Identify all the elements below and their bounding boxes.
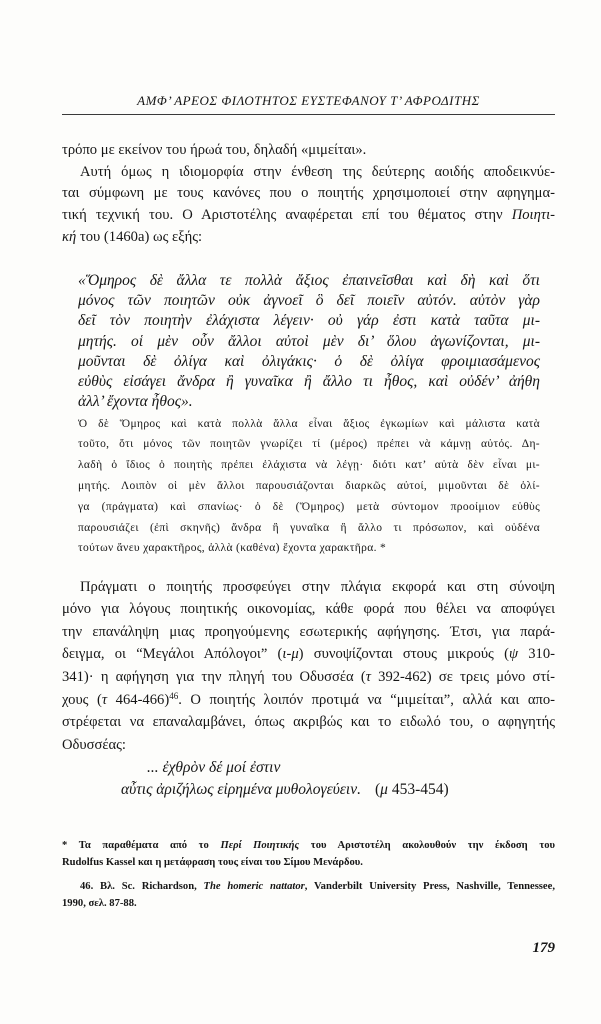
- page-number: 179: [532, 940, 555, 956]
- translation-line: τοῦτο, ὅτι μόνος τῶν ποιητῶν γνωρίζει τί (μέρος) πρέπει νὰ κάμνῃ αὐτός. Δη-: [78, 438, 540, 451]
- line-text: 310-: [518, 646, 555, 663]
- translation-line: τούτων ἄνευ χαρακτῆρος, ἀλλὰ (καθένα) ἔχοντα χαρακτῆρα. *: [78, 542, 387, 555]
- line-text: 46. Βλ. Sc. Richardson,: [80, 880, 204, 892]
- reference-part: 453-454): [387, 781, 449, 798]
- text-line: ται σύμφωνη με τους κανόνες που ο ποιητής χρησιμοποιεί στην αφηγημα-: [62, 185, 555, 202]
- book-title-emphasis: Περί Ποιητικής: [220, 839, 300, 851]
- footnote-reference: 46: [169, 690, 179, 701]
- text-line: [62, 643, 555, 666]
- quote-translation: [78, 414, 540, 560]
- line-text: τική τεχνική του. Ο Αριστοτέλης αναφέρεται επί του θέματος στην: [62, 207, 512, 224]
- reference-part: (: [374, 781, 381, 798]
- text-line: στρέφεται να επαναλαμβάνει, όπως ακριβώς και το ειδωλό του, ο αφηγητής: [62, 714, 555, 731]
- line-text: 392-462) σε τρεις μόνο στί-: [370, 669, 555, 686]
- translation-line: γα (πράγματα) καὶ σπανίως· ὁ δὲ (Ὅμηρος) μετὰ σύντομον προοίμιον εὐθὺς: [78, 500, 540, 513]
- text-line: Οδυσσέας:: [62, 736, 126, 753]
- intro-paragraphs: [62, 140, 555, 249]
- text-line: την επανάληψη μιας προηγούμενης εσωτερικής αφήγησης. Έτσι, για παρά-: [62, 623, 555, 640]
- line-text: του Αριστοτέλη ακολουθούν την έκδοση του: [299, 839, 555, 851]
- quote-line: δεῖ τὸν ποιητὴν ἐλάχιστα λέγειν· οὐ γάρ ἐστι κατὰ ταῦτα μι-: [78, 312, 540, 330]
- text-line: [62, 227, 555, 249]
- text-line: [62, 666, 555, 689]
- running-head: ΑΜΦ’ ΑΡΕΟΣ ΦΙΛΟΤΗΤΟΣ ΕΥΣΤΕΦΑΝΟΥ Τ’ ΑΦΡΟΔΙΤΗΣ: [137, 93, 480, 108]
- verse-line: [121, 779, 541, 801]
- text-line: Πράγματι ο ποιητής προσφεύγει στην πλάγια εκφορά και στη σύνοψη: [80, 578, 555, 595]
- header-rule: [62, 114, 555, 115]
- book-letter-emphasis: μ: [380, 781, 388, 798]
- line-text: * Τα παραθέματα από το: [62, 839, 221, 851]
- line-text: δειγμα, οι “Μεγάλοι Απόλογοι” (: [62, 646, 283, 663]
- footnote-line: [62, 878, 555, 895]
- book-letter-emphasis: τ: [101, 691, 108, 708]
- book-letter-emphasis: ψ: [508, 646, 519, 663]
- discussion-paragraph: [62, 576, 555, 757]
- book-letter-emphasis: τ: [365, 669, 371, 686]
- quote-line: εὐθὺς εἰσάγει ἄνδρα ἢ γυναῖκα ἢ ἄλλο τι ἦθος, καὶ οὐδέν’ ἀήθη: [78, 373, 540, 391]
- verse-text: αὖτις ἀριζήλως εἰρημένα μυθολογεύειν.: [121, 781, 361, 798]
- book-range-emphasis: ι-μ: [282, 646, 299, 663]
- translation-line: λαδὴ ὁ ἴδιος ὁ ποιητὴς πρέπει ἐλάχιστα νὰ λέγῃ· διότι κατ’ αὐτὰ δὲν εἶναι μι-: [78, 459, 540, 472]
- quote-line: μόνος τῶν ποιητῶν οὐκ ἀγνοεῖ ὃ δεῖ ποιεῖν αὐτόν. αὐτὸν γὰρ: [78, 292, 540, 310]
- text-line: Αυτή όμως η ιδιομορφία στην ένθεση της δεύτερης αοιδής αποδεικνύε-: [80, 163, 555, 180]
- footnote-line: 1990, σελ. 87-88.: [62, 897, 137, 909]
- line-text: 464-466): [107, 691, 170, 708]
- line-text: , Vanderbilt University Press, Nashville, Tennessee,: [304, 880, 555, 892]
- translation-line: μητής. Λοιπὸν οἱ μὲν ἄλλοι παρουσιάζονται διαρκῶς αὐτοί, μιμοῦνται δὲ ὀλί-: [78, 479, 540, 492]
- footnote-46: [62, 878, 555, 912]
- book-title-emphasis: The homeric nattator: [203, 880, 305, 892]
- line-text: ) συνοψίζονται στους μικρούς (: [298, 646, 509, 663]
- translation-line: Ὁ δὲ Ὅμηρος καὶ κατὰ πολλὰ ἄλλα εἶναι ἄξιος ἐγκωμίων καὶ μάλιστα κατὰ: [78, 417, 540, 430]
- book-title-emphasis: Ποιητι-: [511, 207, 555, 224]
- text-line: [62, 689, 555, 712]
- text-line: τρόπο με εκείνον του ήρωά του, δηλαδή «μιμείται».: [62, 142, 367, 158]
- footnote-line: Rudolfus Kassel και η μετάφραση τους είναι του Σίμου Μενάρδου.: [62, 856, 363, 868]
- book-title-emphasis: κή: [62, 228, 77, 245]
- odyssey-verse: [121, 757, 541, 801]
- line-text: . Ο ποιητής λοιπόν προτιμά να “μιμείται”, αλλά και απο-: [178, 691, 556, 708]
- quote-line: ἀλλ’ ἔχοντα ἦθος».: [78, 393, 193, 411]
- text-line: [62, 205, 555, 227]
- line-text: 341)· η αφήγηση για την πληγή του Οδυσσέα (: [62, 669, 366, 686]
- verse-line: ... ἐχθρὸν δέ μοί ἐστιν: [147, 759, 281, 776]
- aristotle-quote: [78, 271, 540, 412]
- footnote-line: [62, 837, 555, 854]
- line-text: χους (: [62, 691, 102, 708]
- quote-line: μοῦνται δὲ ὀλίγα καὶ ὀλιγάκις· ὁ δὲ ὀλίγα φροιμιασάμενος: [78, 352, 540, 370]
- translation-line: παρουσιάζει (ἐπὶ σκηνῆς) ἄνδρα ἢ γυναῖκα ἢ ἄλλο τι πρόσωπον, καὶ οὐδένα: [78, 521, 540, 534]
- line-text: του (1460a) ως εξής:: [76, 228, 203, 245]
- quote-line: «Ὅμηρος δὲ ἄλλα τε πολλὰ ἄξιος ἐπαινεῖσθαι καὶ δὴ καὶ ὅτι: [78, 272, 540, 289]
- quote-line: μητής. οἱ μὲν οὖν ἄλλοι αὐτοὶ μὲν δι’ ὅλου ἀγωνίζονται, μι-: [78, 332, 540, 350]
- text-line: μόνο για λόγους ποιητικής οικονομίας, κάθε φορά που θέλει να αποφύγει: [62, 601, 555, 618]
- footnote-asterisk: [62, 837, 555, 871]
- verse-reference: [375, 781, 449, 798]
